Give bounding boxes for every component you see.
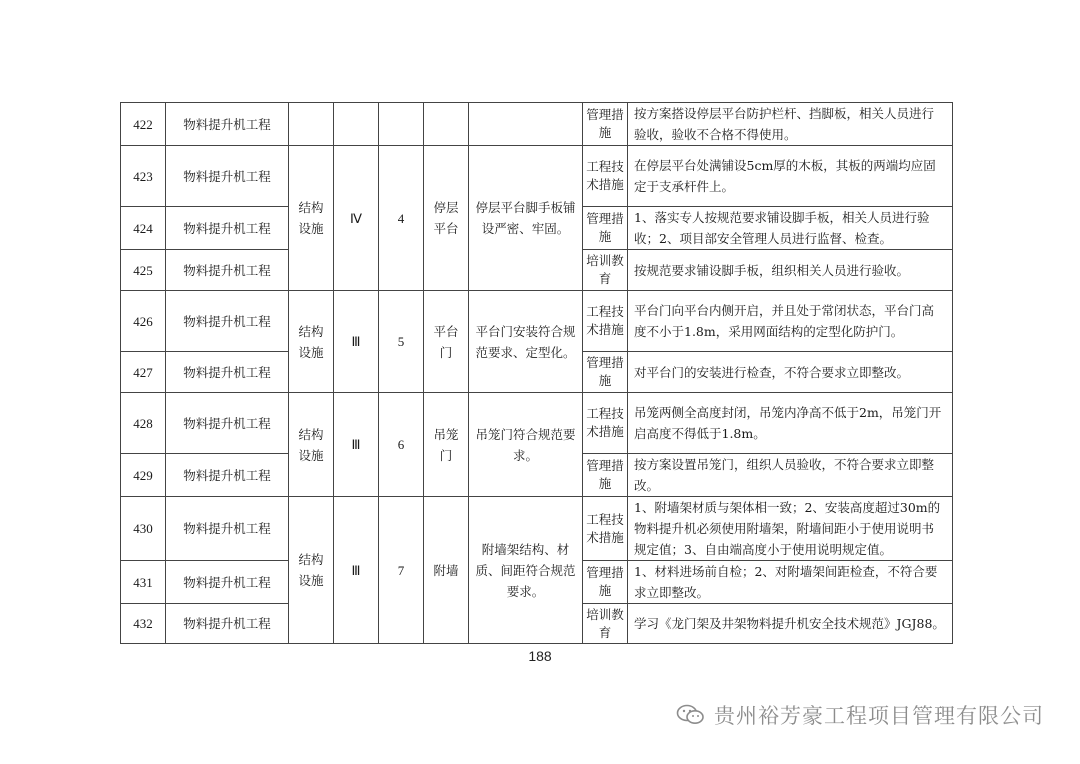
project-name: 物料提升机工程: [166, 393, 289, 454]
level-cell: Ⅲ: [334, 393, 379, 497]
empty-cell: [469, 103, 583, 146]
level-cell: Ⅲ: [334, 291, 379, 393]
watermark-text: 贵州裕芳豪工程项目管理有限公司: [714, 704, 1044, 728]
measure-text: 按规范要求铺设脚手板，组织相关人员进行验收。: [628, 250, 953, 291]
seq-cell: 6: [379, 393, 424, 497]
row-number: 425: [121, 250, 166, 291]
empty-cell: [334, 103, 379, 146]
project-name: 物料提升机工程: [166, 207, 289, 250]
row-number: 426: [121, 291, 166, 352]
project-name: 物料提升机工程: [166, 352, 289, 393]
project-name: 物料提升机工程: [166, 103, 289, 146]
category-cell: 结构设施: [289, 146, 334, 291]
seq-cell: 5: [379, 291, 424, 393]
category-cell: 结构设施: [289, 291, 334, 393]
row-number: 430: [121, 497, 166, 561]
seq-cell: 4: [379, 146, 424, 291]
wechat-icon: [676, 703, 706, 727]
empty-cell: [289, 103, 334, 146]
row-number: 422: [121, 103, 166, 146]
measure-kind: 管理措施: [583, 352, 628, 393]
table-row: [121, 103, 953, 146]
project-name: 物料提升机工程: [166, 146, 289, 207]
project-name: 物料提升机工程: [166, 497, 289, 561]
table-row: [121, 393, 953, 454]
measure-text: 吊笼两侧全高度封闭，吊笼内净高不低于2m，吊笼门开启高度不得低于1.8m。: [628, 393, 953, 454]
measure-kind: 工程技术措施: [583, 393, 628, 454]
seq-cell: 7: [379, 497, 424, 644]
requirement-cell: 附墙架结构、材质、间距符合规范要求。: [469, 497, 583, 644]
measure-text: 按方案搭设停层平台防护栏杆、挡脚板，相关人员进行验收，验收不合格不得使用。: [628, 103, 953, 146]
measure-kind: 培训教育: [583, 604, 628, 644]
table-row: [121, 146, 953, 207]
project-name: 物料提升机工程: [166, 454, 289, 497]
row-number: 432: [121, 604, 166, 644]
table-row: [121, 291, 953, 352]
measure-text: 1、落实专人按规范要求铺设脚手板，相关人员进行验收；2、项目部安全管理人员进行监督、检查。: [628, 207, 953, 250]
requirement-cell: 停层平台脚手板铺设严密、牢固。: [469, 146, 583, 291]
page-number: 188: [528, 648, 552, 664]
category-cell: 结构设施: [289, 497, 334, 644]
measure-kind: 管理措施: [583, 454, 628, 497]
row-number: 423: [121, 146, 166, 207]
item-cell: 附墙: [424, 497, 469, 644]
item-cell: 停层平台: [424, 146, 469, 291]
row-number: 431: [121, 561, 166, 604]
measure-text: 对平台门的安装进行检查，不符合要求立即整改。: [628, 352, 953, 393]
measure-text: 平台门向平台内侧开启，并且处于常闭状态，平台门高度不小于1.8m，采用网面结构的定型化防护门。: [628, 291, 953, 352]
measure-text: 1、材料进场前自检；2、对附墙架间距检查，不符合要求立即整改。: [628, 561, 953, 604]
item-cell: 吊笼门: [424, 393, 469, 497]
level-cell: Ⅲ: [334, 497, 379, 644]
requirement-cell: 吊笼门符合规范要求。: [469, 393, 583, 497]
row-number: 429: [121, 454, 166, 497]
category-cell: 结构设施: [289, 393, 334, 497]
measure-kind: 管理措施: [583, 207, 628, 250]
measures-table: [120, 102, 953, 644]
measure-kind: 工程技术措施: [583, 146, 628, 207]
measure-text: 1、附墙架材质与架体相一致；2、安装高度超过30m的物料提升机必须使用附墙架，附墙间距小于使用说明书规定值；3、自由端高度小于使用说明规定值。: [628, 497, 953, 561]
measure-kind: 管理措施: [583, 103, 628, 146]
watermark: [676, 700, 1044, 730]
measure-kind: 工程技术措施: [583, 291, 628, 352]
row-number: 427: [121, 352, 166, 393]
empty-cell: [424, 103, 469, 146]
project-name: 物料提升机工程: [166, 561, 289, 604]
project-name: 物料提升机工程: [166, 604, 289, 644]
requirement-cell: 平台门安装符合规范要求、定型化。: [469, 291, 583, 393]
measure-kind: 工程技术措施: [583, 497, 628, 561]
measure-text: 学习《龙门架及井架物料提升机安全技术规范》JGJ88。: [628, 604, 953, 644]
table-row: [121, 497, 953, 561]
empty-cell: [379, 103, 424, 146]
measure-text: 在停层平台处满铺设5cm厚的木板，其板的两端均应固定于支承杆件上。: [628, 146, 953, 207]
row-number: 428: [121, 393, 166, 454]
row-number: 424: [121, 207, 166, 250]
project-name: 物料提升机工程: [166, 291, 289, 352]
measure-kind: 管理措施: [583, 561, 628, 604]
measure-text: 按方案设置吊笼门，组织人员验收，不符合要求立即整改。: [628, 454, 953, 497]
measure-kind: 培训教育: [583, 250, 628, 291]
item-cell: 平台门: [424, 291, 469, 393]
level-cell: Ⅳ: [334, 146, 379, 291]
project-name: 物料提升机工程: [166, 250, 289, 291]
